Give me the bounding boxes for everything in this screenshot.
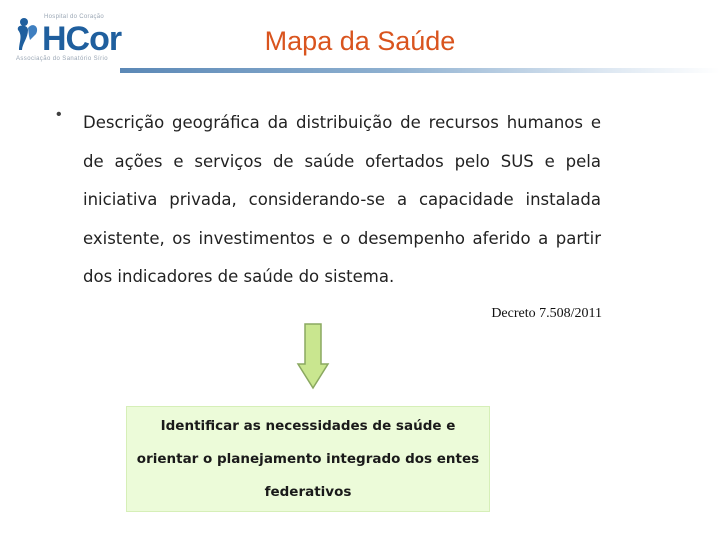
bullet-item — [56, 104, 601, 297]
decree-citation: Decreto 7.508/2011 — [491, 306, 602, 321]
highlight-box — [126, 406, 490, 512]
down-arrow-icon — [296, 322, 330, 390]
logo-name: HCor — [42, 20, 122, 58]
bullet-dot-icon: • — [56, 106, 62, 123]
heart-figure-icon — [14, 14, 44, 54]
logo-subtitle: Associação do Sanatório Sírio — [16, 56, 108, 62]
page-title: Mapa da Saúde — [264, 26, 456, 56]
hcor-logo — [14, 10, 124, 66]
bullet-text: Descrição geográfica da distribuição de recursos humanos e de ações e serviços de saúde ofertados pelo SUS e pela iniciativa privada, considerando-se a capacidade instalada existente, os investimentos e o desempenho aferido a partir dos indicadores de saúde do sistema. — [83, 113, 601, 287]
logo-hospital-text: Hospital do Coração — [44, 14, 105, 20]
header-divider — [120, 68, 720, 73]
highlight-box-text: Identificar as necessidades de saúde e orientar o planejamento integrado dos entes federativos — [136, 417, 480, 500]
